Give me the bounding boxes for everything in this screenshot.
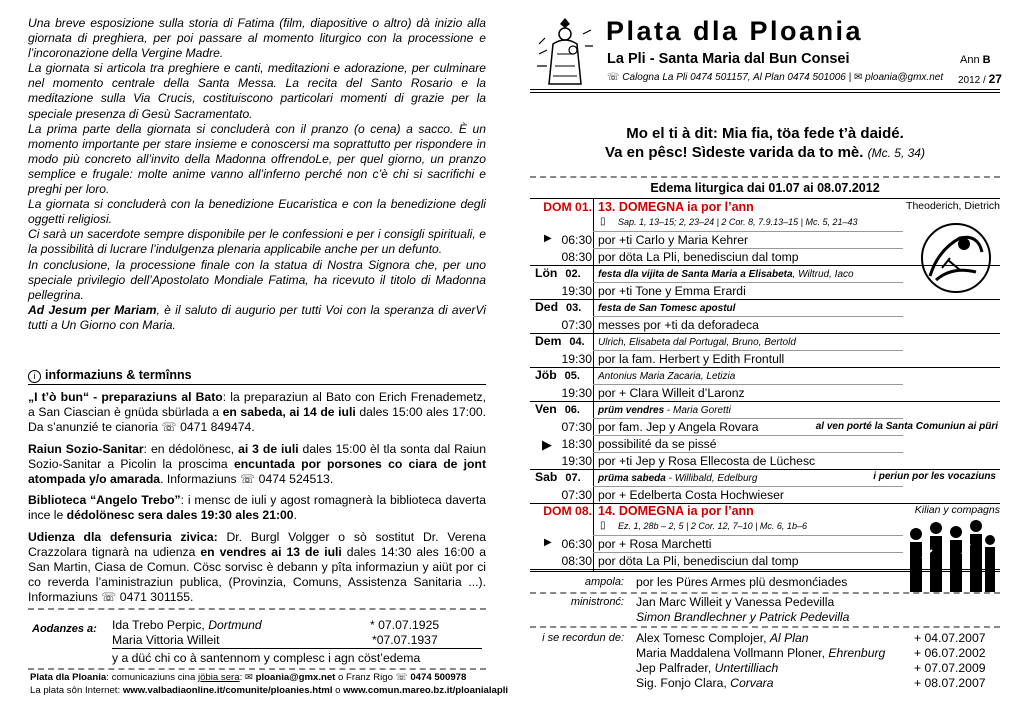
schedule-day-text [598,266,854,280]
news-date: en sabeda, ai 14 de iuli [222,405,356,420]
news-phone: 0471 849474. [180,420,255,435]
schedule-day-text [598,504,754,518]
schedule-day-text [598,300,735,314]
news-title: Raiun Sozio-Sanitar [28,441,144,456]
contact-line [607,72,943,83]
closing-bold: Ad Jesum per Mariam [28,302,157,317]
deceased-name: Sig. Fonjo Clara, [636,676,731,690]
ann-label [960,54,991,66]
mass-intention: por + Edelberta Costa Hochwieser [598,488,784,502]
intro-paragraph-3: La prima parte della giornata si concluderà con il pranzo (o cena) a sacco. È un momento importante per stare insieme e conoscersi ma soprattutto per rispondere in modo più concreto all’invito della Madonna offrendoLe, per quel giorno, un pranzo semplice e frugale: molte anime vanno all’inferno perché non c’è chi si sacrifichi e preghi per loro. [28,121,486,197]
ampola-label: ampola: [584,576,624,588]
news-text: . [293,508,297,523]
footer-brand: Plata dla Ploania [30,672,107,683]
schedule-day [535,368,597,382]
quote-line-2-text: Va en pêsc! Sìdeste varida da to mè. [605,144,868,161]
footer-phone: 0474 500978 [410,672,467,683]
anniv-label: Aodanzes a: [32,623,97,635]
day-name: Sab [535,470,558,484]
phone-icon: ☏ [161,420,177,435]
dashed-divider [28,608,486,610]
schedule-mass-row [530,486,1000,503]
schedule-day [535,334,597,348]
footer-divider [28,668,486,670]
contact-text: Calogna La Pli 0474 501157, Al Plan 0474 501006 | [622,72,854,83]
day-number: 02. [565,268,581,280]
day-number: 03. [566,302,582,314]
news-item-raiun [28,442,486,488]
footer-text: : [239,672,245,683]
phone-icon: ☏ [395,672,408,683]
ann-label-text: Ann [960,54,983,66]
quote-ref: (Mc. 5, 34) [867,146,925,160]
schedule-day-row [530,401,1000,418]
news-highlight: encuntada por porsones co ciara de jont atompada y/o amarada [28,456,487,487]
schedule-day-text [598,470,757,484]
deceased-name: Alex Tomesc Complojer, [636,631,770,645]
schedule-mass-row [530,384,1000,401]
footer-text: La plata sôn Internet: [30,684,123,696]
footer-text: o Franz Rigo [335,672,396,683]
news-item-bato [28,390,486,436]
mass-intention: por + Clara Willeit d’Laronz [598,386,745,400]
schedule-note: i periun por les vocaziuns [873,471,996,482]
info-icon: i [28,370,41,383]
schedule-day: DOM 01. [543,200,592,214]
feast-name: prüma sabeda [598,473,666,484]
saints-names: , Wiltrud, Iaco [792,269,854,280]
news-text: : en dédolönesc, [143,441,239,456]
week-title: Edema liturgica dai 01.07 ai 08.07.2012 [650,181,880,195]
deceased-place: Corvara [730,676,774,690]
bible-readings: Ez. 1, 28b – 2, 5 | 2 Cor. 12, 7–10 | Mc. 6, 1b–6 [618,521,807,531]
quote-line-2 [530,143,1000,163]
schedule-mass-row [530,452,1000,469]
footer-link-2[interactable]: www.comun.mareo.bz.it/ploanialapli [343,684,509,696]
mass-intention: por döta La Pli, benedisciun dal tomp [598,554,799,568]
healing-illustration [918,220,994,296]
bible-readings: Sap. 1, 13–15; 2, 23–24 | 2 Cor. 8, 7.9.13–15 | Mc. 5, 21–43 [618,217,858,227]
deceased-name: Jep Palfrader, [636,661,715,675]
news-text: . Informaziuns [160,472,241,487]
phone-icon: ☏ [607,72,620,83]
header-rule-1 [530,89,1000,90]
intro-paragraph-1: Una breve esposizione sulla storia di Fatima (film, diapositive o altro) dà inizio alla giornata di preghiera, per poi passare al momento liturgico con la processione e l’incoronazione della Vergine Madre. [28,16,486,61]
news-date: dédolönesc sera dales 19:30 ales 21:00 [66,508,294,523]
issue-slash: / [980,75,989,86]
mass-intention: por fam. Jep y Angela Rovara [598,420,759,434]
madonna-logo [533,14,597,90]
ministr-dashes [530,592,1000,594]
news-title: „I t’ò bun“ - preparaziuns al Bato [28,390,223,404]
news-title: Biblioteca “Angelo Trebo” [28,493,181,508]
anniversaries [28,618,486,665]
day-number: 05. [564,370,580,382]
mass-intention: possibilité da se pissé [598,437,717,451]
news-text: dales 15:00 èl tla sonta dal Raiun Sozio-Sanitar a Picolin la proscima [28,441,486,471]
intro-paragraph-2: La giornata si articola tra preghiere e canti, meditazioni e adorazione, per culminare nel momento centrale della Santa Messa. La recita del Santo Rosario e la meditazione sulla Via Crucis, costituiscono particolari momenti di grazie per la speciale presenza di Gesù Sacramentato. [28,61,486,121]
anniv-name-1 [112,618,262,632]
news-text: : la preparaziun al Bato con Erich Frenademetz, a San Ciascian è gnüda sbürlada a [28,390,486,420]
ministr-line-1: Jan Marc Willeit y Vanessa Pedevilla [636,595,835,609]
book-icon: ▯ [600,216,606,227]
mass-time: 19:30 [561,284,592,298]
mass-intention: por döta La Pli, benedisciun dal tomp [598,250,799,264]
ann-value: B [982,54,991,66]
mail-icon: ✉ [244,672,253,683]
mass-time: 19:30 [561,352,592,366]
info-heading [28,368,192,383]
schedule-day-text [598,402,731,416]
day-name: Ded [535,300,559,314]
schedule-day-text [598,368,735,382]
page-subtitle: La Pli - Santa Maria dal Bun Consei [607,51,850,67]
day-name: Lön [535,266,558,280]
feast-name: festa de San Tomesc apostul [598,303,736,314]
remember-name [636,676,774,690]
phone-icon: ☏ [240,472,256,487]
mass-intention: por +ti Tone y Emma Erardi [598,284,746,298]
footer-deadline: jöbia sera [197,672,240,683]
schedule-day-text [598,200,754,214]
mass-intention: por la fam. Herbert y Edith Frontull [598,352,785,366]
footer-link-1[interactable]: www.valbadiaonline.it/comunite/ploanies.html [122,684,333,696]
day-name: Dem [535,334,562,348]
page-title: Plata dla Ploania [606,16,864,46]
news-phone: 0474 524513. [258,472,334,487]
schedule-day-row [530,367,1000,384]
day-name: Jöb [535,368,557,382]
remember-date: + 07.07.2009 [914,661,986,675]
mass-time: 06:30 [561,233,592,247]
mass-time: 07:30 [561,318,592,332]
mass-intention: messes por +ti da deforadeca [598,318,759,332]
intro-paragraph-5: Ci sarà un sacerdote sempre disponibile per le confessioni e per i consigli spirituali, e la possibilità di lucrare l’indulgenza plenaria applicabile anche per un defunto. [28,227,486,257]
mass-time: 19:30 [561,386,592,400]
anniv-name-text: Ida Trebo Perpic, [112,618,209,632]
ampola-text: por les Püres Armes plü desmonćiades [636,575,848,589]
deceased-place: Ehrenburg [828,646,886,660]
schedule-day-row [530,333,1000,350]
news-item-udienza [28,530,486,606]
day-number: 07. [565,472,581,484]
closing-rest: , è il saluto di augurio per tutti Voi con la speranza di averVi tutti a Un Giorno con Maria. [28,302,486,332]
day-name: Ven [535,402,557,416]
news-text: : i mensc de iuli y agost romagnerà la biblioteca daverta ince le [28,493,486,523]
saints-names: - Maria Goretti [664,405,731,416]
issue-year: 2012 [958,75,981,86]
remember-name [636,661,778,675]
arrow-icon: ▶ [544,233,552,244]
deceased-name: Maria Maddalena Vollmann Ploner, [636,646,829,660]
news-block [28,390,486,612]
news-phone: 0471 301155. [119,590,194,605]
mass-time: 19:30 [561,454,592,468]
schedule-mass-row [530,435,1000,452]
news-text: dales 14:30 ales 16:00 a San Martin, Ciasa de Comun. Cösc sorvisc è debann y pîta informaziun y aiüt por ci co reverda l’aministraziun publica, (Provinzia, Comuns, Assistenza Sanitaria ...). Informaziuns [28,544,486,605]
mass-intention: por +ti Carlo y Maria Kehrer [598,233,749,247]
sunday-saint: Kilian y compagns [914,504,1000,516]
footer-email[interactable]: ploania@gmx.net [255,672,336,683]
news-item-biblioteca [28,493,486,523]
remember-dashes [530,626,1000,628]
mail-icon: ✉ [853,72,863,83]
issue-num: 27 [988,72,1002,86]
remember-label: i se recordun de: [542,632,624,644]
anniv-place: Dortmund [208,618,262,632]
schedule-day-row [530,469,1000,486]
remember-date: + 08.07.2007 [914,676,986,690]
saints-names: Antonius Maria Zacaria, Letizia [598,371,736,382]
mass-intention: por + Rosa Marchetti [598,537,712,551]
remember-date: + 04.07.2007 [914,631,986,645]
crowd-illustration [902,518,998,602]
schedule-day: DOM 08. [543,504,592,518]
footer [30,672,508,697]
intro-paragraph-4: La giornata si concluderà con la benedizione Eucaristica e con la benedizione degli oggetti religiosi. [28,197,486,227]
saints-names: Ulrich, Elisabeta dal Portugal, Bruno, Bertold [598,337,796,348]
news-text: dales 15:00 ales 17:00. Da s’anunzié te cianoria [28,405,487,435]
schedule-day [535,402,597,416]
schedule-day-text [598,334,796,348]
ministr-line-2: Simon Brandlechner y Patrick Pedevilla [636,610,850,624]
schedule-day [535,470,597,484]
sunday-title: 14. DOMEGNA ia por l’ann [598,504,754,518]
remember-name [636,646,885,660]
news-date: en vendres ai 13 de iuli [200,544,342,559]
anniv-wish: y a düć chi co à santennom y complesc i agn cöst’edema [112,651,421,665]
mass-time: 18:30 [561,437,592,451]
anniv-name-2: Maria Vittoria Willeit [112,633,220,647]
info-heading-text: informaziuns & termînns [45,368,192,382]
arrow-icon: ▶ [542,437,552,452]
schedule-mass-row [530,418,1000,435]
feast-name: prüm vendres [598,405,665,416]
ampola-rule [530,571,1000,572]
left-column [28,16,486,333]
schedule-day [535,266,597,280]
deceased-place: Untertilliach [714,661,779,675]
ministr-label: ministronć: [570,596,624,608]
schedule-note: al ven porté la Santa Comuniun ai püri [815,421,998,432]
feast-name: festa dla vijita de Santa Maria a Elisabeta [598,269,793,280]
deceased-place: Al Plan [769,631,809,645]
day-number: 04. [569,336,585,348]
book-icon: ▯ [600,520,606,531]
news-text: Dr. Burgl Volgger o sò sostitut Dr. Verena Crazzolara tignarà na udienza [28,529,486,559]
schedule-day-row [530,299,1000,316]
anniv-date-2: *07.07.1937 [372,633,438,647]
news-date: ai 3 de iuli [238,441,299,456]
anniv-date-1: * 07.07.1925 [370,618,440,632]
saints-names: - Willibald, Edelburg [665,473,758,484]
footer-line-2 [30,685,508,698]
week-top-dashes [530,176,1000,178]
contact-email[interactable]: ploania@gmx.net [865,72,944,83]
sunday-title: 13. DOMEGNA ia por l’ann [598,200,754,214]
footer-text: o [332,684,344,696]
schedule-day-row [530,199,1000,216]
mass-time: 08:30 [561,554,592,568]
footer-text: : comunicaziuns cina [106,672,198,683]
remember-date: + 06.07.2002 [914,646,986,660]
footer-line-1 [30,672,508,685]
issue-number [958,72,1002,86]
closing-paragraph [28,303,486,333]
schedule-day [535,300,597,314]
news-title: Udienza dla defensuria zivica: [28,529,218,544]
mass-time: 07:30 [561,420,592,434]
phone-icon: ☏ [101,590,117,605]
day-number: 06. [564,404,580,416]
info-divider [28,384,486,385]
sunday-saint: Theoderich, Dietrich [906,200,1000,212]
mass-time: 07:30 [561,488,592,502]
arrow-icon: ▶ [544,537,552,548]
mass-intention: por +ti Jep y Rosa Ellecosta de Lüchesc [598,454,816,468]
gospel-quote [530,124,1000,163]
schedule-mass-row [530,316,1000,333]
intro-paragraph-6: In conclusione, la processione finale con la statua di Nostra Signora che, per uno speciale privilegio dell’Apostolato Mondiale Fatima, ha ricevuto il titolo di Madonna pellegrina. [28,257,486,302]
mass-time: 08:30 [561,250,592,264]
remember-name [636,631,809,645]
quote-line-1: Mo el ti à dit: Mia fia, töa fede t’à daidé. [626,125,904,142]
header-rule-2 [530,92,1000,93]
schedule-mass-row [530,350,1000,367]
mass-time: 06:30 [561,537,592,551]
anniv-underline [112,648,482,649]
